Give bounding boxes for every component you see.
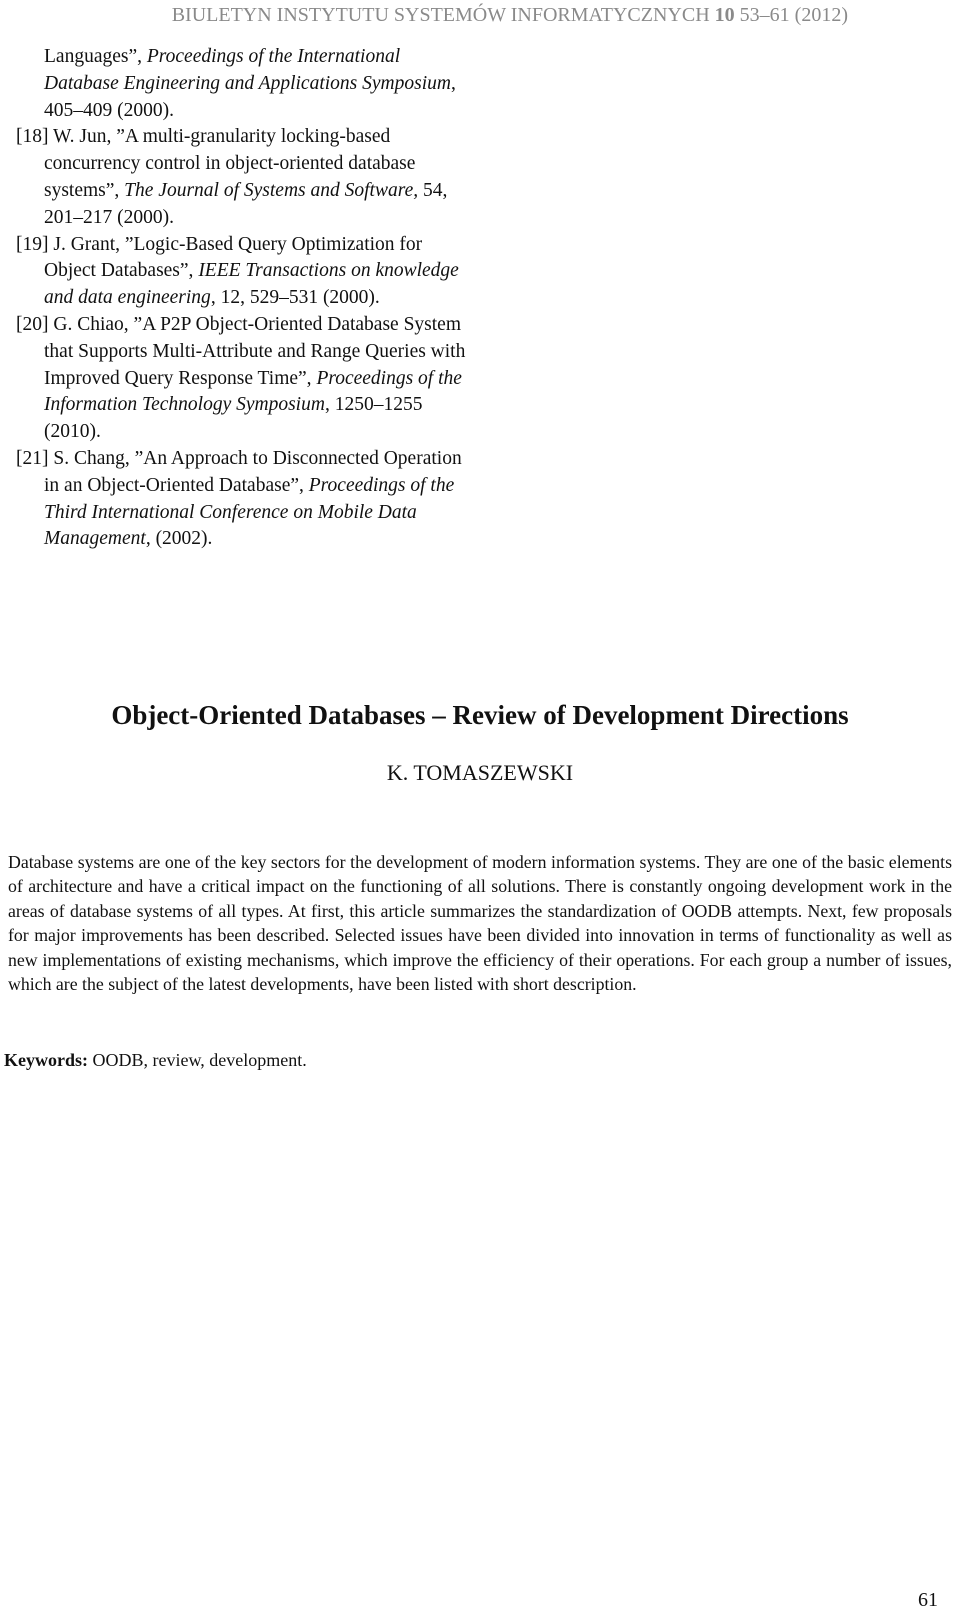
reference-item [16, 124, 476, 231]
keywords [4, 1050, 307, 1071]
ref-number: [21] [16, 447, 49, 469]
journal-name: BIULETYN INSTYTUTU SYSTEMÓW INFORMATYCZNYCH [171, 4, 710, 26]
ref-number: [19] [16, 233, 49, 255]
reference-item [16, 446, 476, 553]
reference-list [16, 44, 476, 553]
reference-item [16, 232, 476, 312]
running-header [172, 4, 848, 27]
keywords-label: Keywords: [4, 1050, 88, 1070]
ref-text: S. Chang, ”An Approach to Disconnected Operation in an Object-Oriented Database”, [44, 447, 462, 496]
article-title: Object-Oriented Databases – Review of Development Directions [111, 700, 849, 730]
keywords-list: OODB, review, development. [88, 1050, 307, 1070]
ref-details: , 1250–1255 (2010). [44, 394, 423, 443]
ref-details: , 405–409 (2000). [44, 72, 456, 121]
ref-venue: Proceedings of the International Database Engineering and Applications Symposium [44, 46, 451, 94]
ref-details: , (2002). [145, 528, 213, 550]
ref-text: G. Chiao, ”A P2P Object-Oriented Database System that Supports Multi-Attribute and Range Queries with Improved Query Response Time”, [44, 313, 466, 389]
article-author: K. TOMASZEWSKI [386, 760, 574, 785]
page-number: 61 [918, 1589, 938, 1611]
page-range: 53–61 (2012) [739, 4, 848, 26]
ref-text: Languages”, [44, 46, 147, 67]
abstract: Database systems are one of the key sectors for the development of modern information systems. They are one of the basic elements of architecture and have a critical impact on the functioning of all solutions. There is constantly ongoing development work in the areas of database systems of all types. At first, this article summarizes the standardization of OODB attempts. Next, few proposals for major improvements has been described. Selected issues have been divided into innovation in terms of functionality as well as new implementations of existing mechanisms, which improve the efficiency of their operations. For each group a number of issues, which are the subject of the latest developments, have been listed with short description. [8, 852, 952, 995]
ref-text: W. Jun, ”A multi-granularity locking-based concurrency control in object-oriented database systems”, [44, 126, 416, 201]
reference-item [16, 312, 476, 446]
ref-number: [18] [16, 126, 49, 148]
ref-number: [20] [16, 313, 49, 335]
ref-venue: Proceedings of the Information Technology Symposium [44, 367, 462, 416]
ref-venue: IEEE Transactions on knowledge and data engineering [44, 260, 459, 309]
ref-details: , 12, 529–531 (2000). [210, 287, 380, 309]
volume-number: 10 [714, 4, 735, 26]
ref-venue: Proceedings of the Third International Conference on Mobile Data Management [44, 474, 455, 550]
ref-text: J. Grant, ”Logic-Based Query Optimization for Object Databases”, [44, 233, 423, 282]
ref-venue: The Journal of Systems and Software, [124, 179, 419, 201]
reference-continuation [16, 44, 476, 124]
ref-details: 54, 201–217 (2000). [44, 179, 448, 228]
